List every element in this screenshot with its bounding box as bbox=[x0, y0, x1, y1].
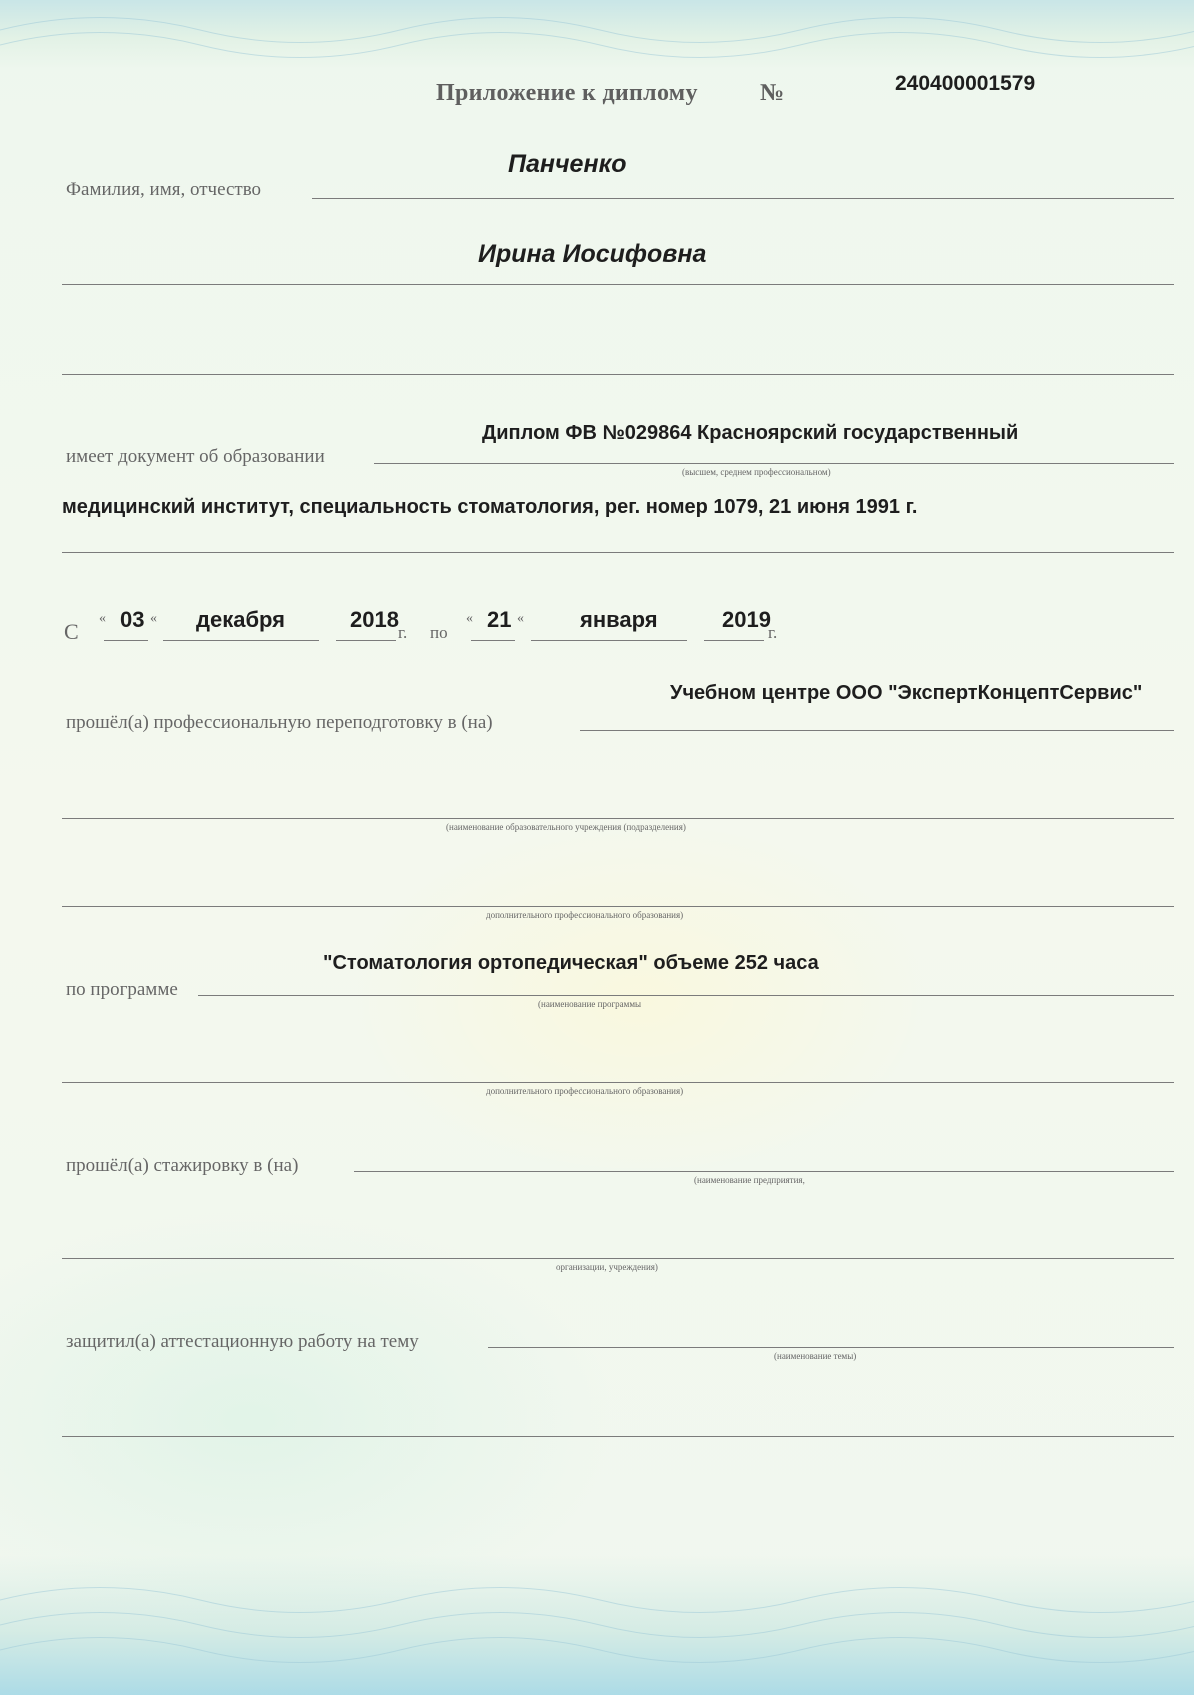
retraining-line-2 bbox=[62, 818, 1174, 819]
fio-line-1 bbox=[312, 198, 1174, 199]
to-day-close-quote: « bbox=[517, 611, 524, 626]
program-line-2 bbox=[62, 1082, 1174, 1083]
fio-line-3 bbox=[62, 374, 1174, 375]
attestation-line-1 bbox=[488, 1347, 1174, 1348]
from-year-value: 2018 bbox=[350, 607, 399, 632]
from-day-open-quote: « bbox=[99, 611, 106, 626]
from-month-line bbox=[163, 640, 319, 641]
internship-hint-1: (наименование предприятия, bbox=[694, 1175, 805, 1185]
internship-label: прошёл(а) стажировку в (на) bbox=[66, 1155, 299, 1176]
to-month-line bbox=[531, 640, 687, 641]
number-sign: № bbox=[760, 80, 785, 106]
from-year-suffix: г. bbox=[398, 623, 408, 642]
from-day-value: 03 bbox=[120, 607, 145, 632]
attestation-hint: (наименование темы) bbox=[774, 1351, 857, 1361]
retraining-hint-1: (наименование образовательного учреждения (подразделения) bbox=[446, 822, 686, 832]
education-doc-value-2: медицинский институт, специальность стоматология, рег. номер 1079, 21 июня 1991 г. bbox=[62, 496, 918, 518]
from-year-line bbox=[336, 640, 396, 641]
program-hint-1: (наименование программы bbox=[538, 999, 642, 1009]
period-from-label: С bbox=[64, 619, 79, 644]
fio-label: Фамилия, имя, отчество bbox=[66, 179, 262, 200]
program-hint-2: дополнительного профессионального образования) bbox=[486, 1086, 684, 1096]
from-month-value: декабря bbox=[196, 607, 286, 632]
internship-line-1 bbox=[354, 1171, 1174, 1172]
to-day-value: 21 bbox=[487, 607, 512, 632]
attestation-label: защитил(а) аттестационную работу на тему bbox=[66, 1331, 419, 1352]
to-year-suffix: г. bbox=[768, 623, 778, 642]
from-day-close-quote: « bbox=[150, 611, 157, 626]
to-day-line bbox=[471, 640, 515, 641]
document-title: Приложение к диплому bbox=[436, 80, 698, 106]
internship-hint-2: организации, учреждения) bbox=[556, 1262, 658, 1272]
retraining-label: прошёл(а) профессиональную переподготовку в (на) bbox=[66, 712, 493, 733]
diploma-number: 240400001579 bbox=[895, 72, 1036, 95]
surname-value: Панченко bbox=[508, 150, 627, 178]
to-year-value: 2019 bbox=[722, 607, 771, 632]
retraining-line-1 bbox=[580, 730, 1174, 731]
program-label: по программе bbox=[66, 979, 178, 1000]
education-doc-value-1: Диплом ФВ №029864 Красноярский государственный bbox=[482, 422, 1019, 444]
retraining-hint-2: дополнительного профессионального образования) bbox=[486, 910, 684, 920]
education-doc-line-1 bbox=[374, 463, 1174, 464]
program-value: "Стоматология ортопедическая" объеме 252 часа bbox=[323, 952, 819, 974]
from-day-line bbox=[104, 640, 148, 641]
name-patronymic-value: Ирина Иосифовна bbox=[478, 240, 707, 268]
retraining-value: Учебном центре ООО "ЭкспертКонцептСервис" bbox=[670, 682, 1143, 704]
program-line-1 bbox=[198, 995, 1174, 996]
education-doc-label: имеет документ об образовании bbox=[66, 446, 325, 467]
to-month-value: января bbox=[580, 607, 658, 632]
education-doc-hint: (высшем, среднем профессиональном) bbox=[682, 467, 831, 477]
fio-line-2 bbox=[62, 284, 1174, 285]
to-day-open-quote: « bbox=[466, 611, 473, 626]
retraining-line-3 bbox=[62, 906, 1174, 907]
education-doc-line-2 bbox=[62, 552, 1174, 553]
to-year-line bbox=[704, 640, 764, 641]
internship-line-2 bbox=[62, 1258, 1174, 1259]
period-to-label: по bbox=[430, 623, 448, 642]
attestation-line-2 bbox=[62, 1436, 1174, 1437]
